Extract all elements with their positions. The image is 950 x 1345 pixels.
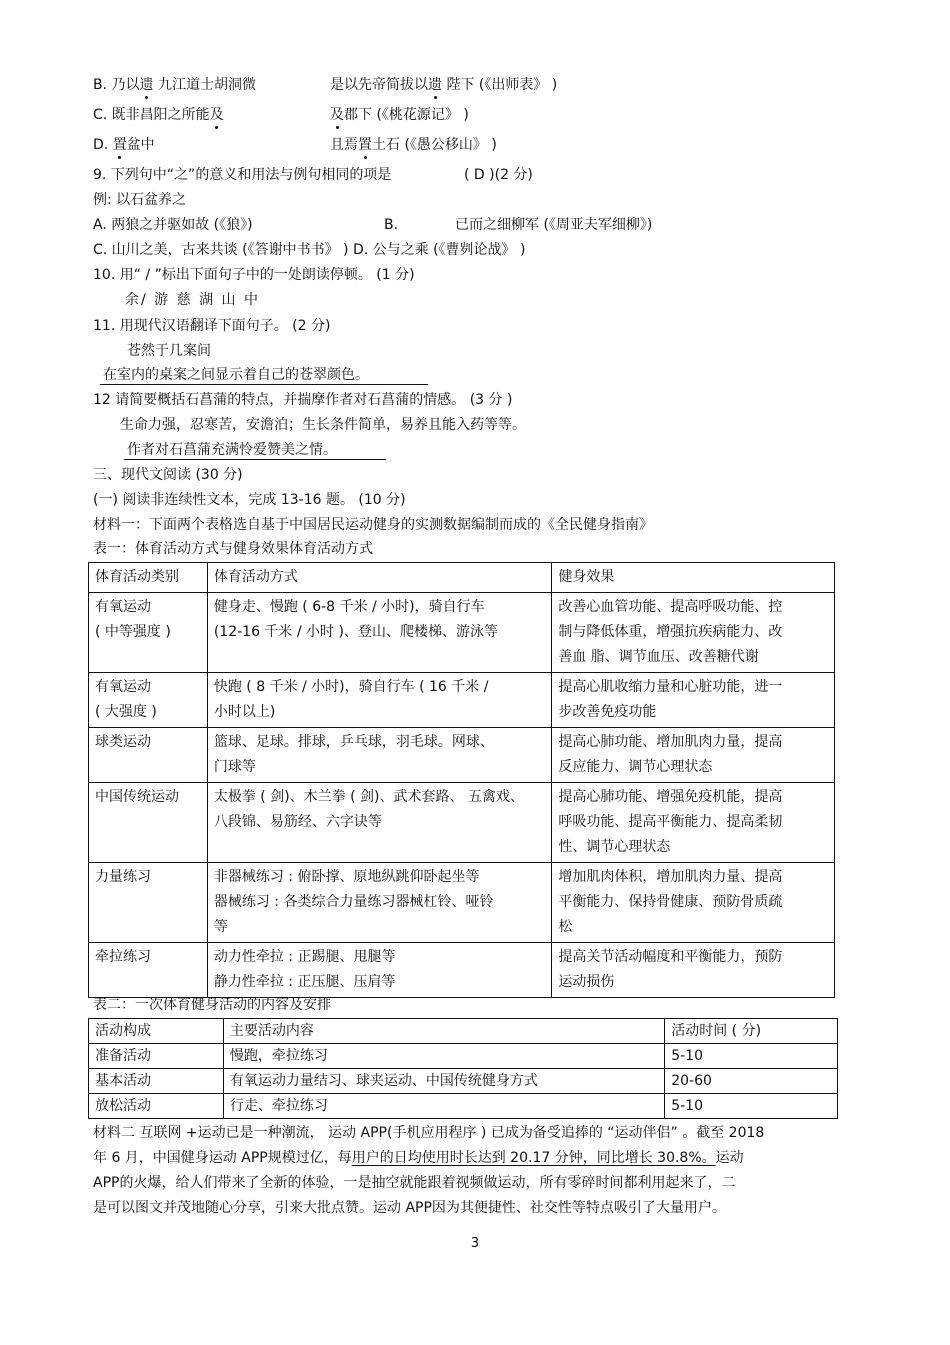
section-title: 三、现代文阅读 (30 分) <box>93 467 243 483</box>
q9-option-c-d: C. 山川之美，古来共谈 (《答谢中书书》 ) D. 公与之乘 (《曹刿论战》 ) <box>93 242 526 258</box>
material-2-line-2: 年 6 月，中国健身运动 APP规模过亿，每用户的日均使用时长达到 20.17 分钟，同比增长 30.8%。运动 <box>93 1150 744 1166</box>
q8-option-d-left: D. 置盆中 <box>93 137 155 153</box>
material-2-line-1: 材料二 互联网 +运动已是一种潮流， 运动 APP(手机应用程序 ) 已成为备受追捧的 “运动伴侣” 。截至 2018 <box>93 1125 765 1141</box>
table-2-row <box>89 1094 838 1119</box>
q9-stem: 9. 下列句中“之”的意义和用法与例句相同的项是 <box>93 167 392 183</box>
table-2-cell: 5-10 <box>665 1044 838 1069</box>
q8-option-d-right: 且焉置土石 (《愚公移山》 ) <box>330 137 497 153</box>
q9-option-a: A. 两狼之并驱如故 (《狼》) <box>93 217 253 233</box>
table-1-row <box>89 783 835 863</box>
table-2-cell: 20-60 <box>665 1069 838 1094</box>
section-part-1: (一) 阅读非连续性文本，完成 13-16 题。 (10 分) <box>93 492 406 508</box>
table-2-row <box>89 1069 838 1094</box>
table-2-row <box>89 1044 838 1069</box>
material-2-line-3: APP的火爆，给人们带来了全新的体验，一是抽空就能跟着视频做运动，所有零碎时间都利用起来了，二 <box>93 1175 736 1191</box>
table-1-cell-effect: 提高关节活动幅度和平衡能力，预防 运动损伤 <box>552 943 835 998</box>
table-2-cell: 有氧运动力量结习、球夹运动、中国传统健身方式 <box>223 1069 664 1094</box>
table-1-header-cell: 体育活动方式 <box>207 563 552 593</box>
table-2-cell: 基本活动 <box>89 1069 224 1094</box>
table-1-row <box>89 593 835 673</box>
q12-answer-underline <box>124 459 386 460</box>
table-1-row <box>89 863 835 943</box>
table-1-header-cell: 体育活动类别 <box>89 563 208 593</box>
table-1-caption: 表一：体育活动方式与健身效果体育活动方式 <box>93 541 373 557</box>
table-2-header-cell: 活动时间 ( 分) <box>665 1019 838 1044</box>
q12-answer-2: 作者对石菖蒲充满怜爱赞美之情。 <box>127 442 337 458</box>
table-1-row <box>89 943 835 998</box>
table-2-cell: 行走、牵拉练习 <box>223 1094 664 1119</box>
q9-answer: ( D )(2 分) <box>464 167 533 183</box>
table-1-cell-effect: 提高心肺功能、增加肌肉力量，提高 反应能力、调节心理状态 <box>552 728 835 783</box>
table-1-cell-effect: 提高心肌收缩力量和心脏功能，进一 步改善免疫功能 <box>552 673 835 728</box>
table-1-row <box>89 728 835 783</box>
table-2-cell: 放松活动 <box>89 1094 224 1119</box>
table-1-cell-mode: 非器械练习 : 俯卧撑、原地纵跳仰卧起坐等 器械练习 : 各类综合力量练习器械杠铃、哑铃 等 <box>207 863 552 943</box>
q8-option-c-right: 及郡下 (《桃花源记》 ) <box>330 107 469 123</box>
q10-sentence: 余/ 游 慈 湖 山 中 <box>125 292 260 308</box>
table-1-cell-mode: 动力性牵拉 : 正踢腿、甩腿等 静力性牵拉 : 正压腿、压肩等 <box>207 943 552 998</box>
q12-answer-1: 生命力强，忍寒苦，安澹泊；生长条件简单，易养且能入药等等。 <box>120 417 526 433</box>
table-1-cell-mode: 快跑 ( 8 千米 / 小时)，骑自行车 ( 16 千米 / 小时以上) <box>207 673 552 728</box>
table-1-cell-effect: 改善心血管功能、提高呼吸功能、控 制与降低体重，增强抗疾病能力、改 善血 脂、调节血压、改善糖代谢 <box>552 593 835 673</box>
table-2-header-row <box>89 1019 838 1044</box>
q8-option-c-left: C. 既非昌阳之所能及 <box>93 107 224 123</box>
table-1-cell-category: 牵拉练习 <box>89 943 208 998</box>
table-1-cell-category: 有氧运动 ( 大强度 ) <box>89 673 208 728</box>
table-1-cell-category: 力量练习 <box>89 863 208 943</box>
q11-answer-underline <box>100 384 428 385</box>
table-1-row <box>89 673 835 728</box>
q11-stem: 11. 用现代汉语翻译下面句子。 (2 分) <box>93 318 331 334</box>
q11-answer: 在室内的桌案之间显示着自己的苍翠颜色。 <box>103 367 369 383</box>
table-2-caption: 表二：一次体育健身活动的内容及安排 <box>93 997 331 1013</box>
q8-option-b-right: 是以先帝简拔以遗 陛下 (《出师表》 ) <box>330 77 558 93</box>
q8-option-b-left: B. 乃以遗 九江道士胡洞微 <box>93 77 256 93</box>
table-2 <box>88 1018 838 1119</box>
q10-stem: 10. 用“ / ”标出下面句子中的一处朗读停顿。 (1 分) <box>93 267 415 283</box>
table-1-cell-category: 中国传统运动 <box>89 783 208 863</box>
table-2-header-cell: 活动构成 <box>89 1019 224 1044</box>
table-2-cell: 5-10 <box>665 1094 838 1119</box>
q9-example: 例: 以石盆养之 <box>93 192 187 208</box>
table-1-cell-effect: 增加肌肉体积，增加肌肉力量、提高 平衡能力、保持骨健康、预防骨质疏 松 <box>552 863 835 943</box>
table-1-cell-mode: 太极拳 ( 剑)、木兰拳 ( 剑)、武术套路、 五禽戏、 八段锦、易筋经、六字诀等 <box>207 783 552 863</box>
table-1-cell-category: 有氧运动 ( 中等强度 ) <box>89 593 208 673</box>
table-2-cell: 慢跑，牵拉练习 <box>223 1044 664 1069</box>
material-1-intro: 材料一：下面两个表格选自基于中国居民运动健身的实测数据编制而成的《全民健身指南》 <box>93 517 653 533</box>
table-1 <box>88 562 835 998</box>
q12-stem: 12 请简要概括石菖蒲的特点，并揣摩作者对石菖蒲的情感。 (3 分 ) <box>93 392 513 408</box>
q11-sentence: 苍然于几案间 <box>127 343 211 359</box>
table-1-cell-effect: 提高心肺功能、增强免疫机能，提高 呼吸功能、提高平衡能力、提高柔韧 性、调节心理状态 <box>552 783 835 863</box>
q9-option-b-label: B. <box>384 217 399 233</box>
table-2-cell: 准备活动 <box>89 1044 224 1069</box>
table-1-cell-mode: 健身走、慢跑 ( 6-8 千米 / 小时)，骑自行车 (12-16 千米 / 小时 )、登山、爬楼梯、游泳等 <box>207 593 552 673</box>
table-2-header-cell: 主要活动内容 <box>223 1019 664 1044</box>
table-1-header-row <box>89 563 835 593</box>
material-2-line-4: 是可以图文并茂地随心分享，引来大批点赞。运动 APP因为其便捷性、社交性等特点吸引了大量用户。 <box>93 1200 726 1216</box>
page-number: 3 <box>470 1236 480 1251</box>
q9-option-b: 已而之细柳军 (《周亚夫军细柳》) <box>455 217 653 233</box>
table-1-cell-mode: 篮球、足球。排球，乒乓球，羽毛球。网球、 门球等 <box>207 728 552 783</box>
table-1-cell-category: 球类运动 <box>89 728 208 783</box>
table-1-header-cell: 健身效果 <box>552 563 835 593</box>
